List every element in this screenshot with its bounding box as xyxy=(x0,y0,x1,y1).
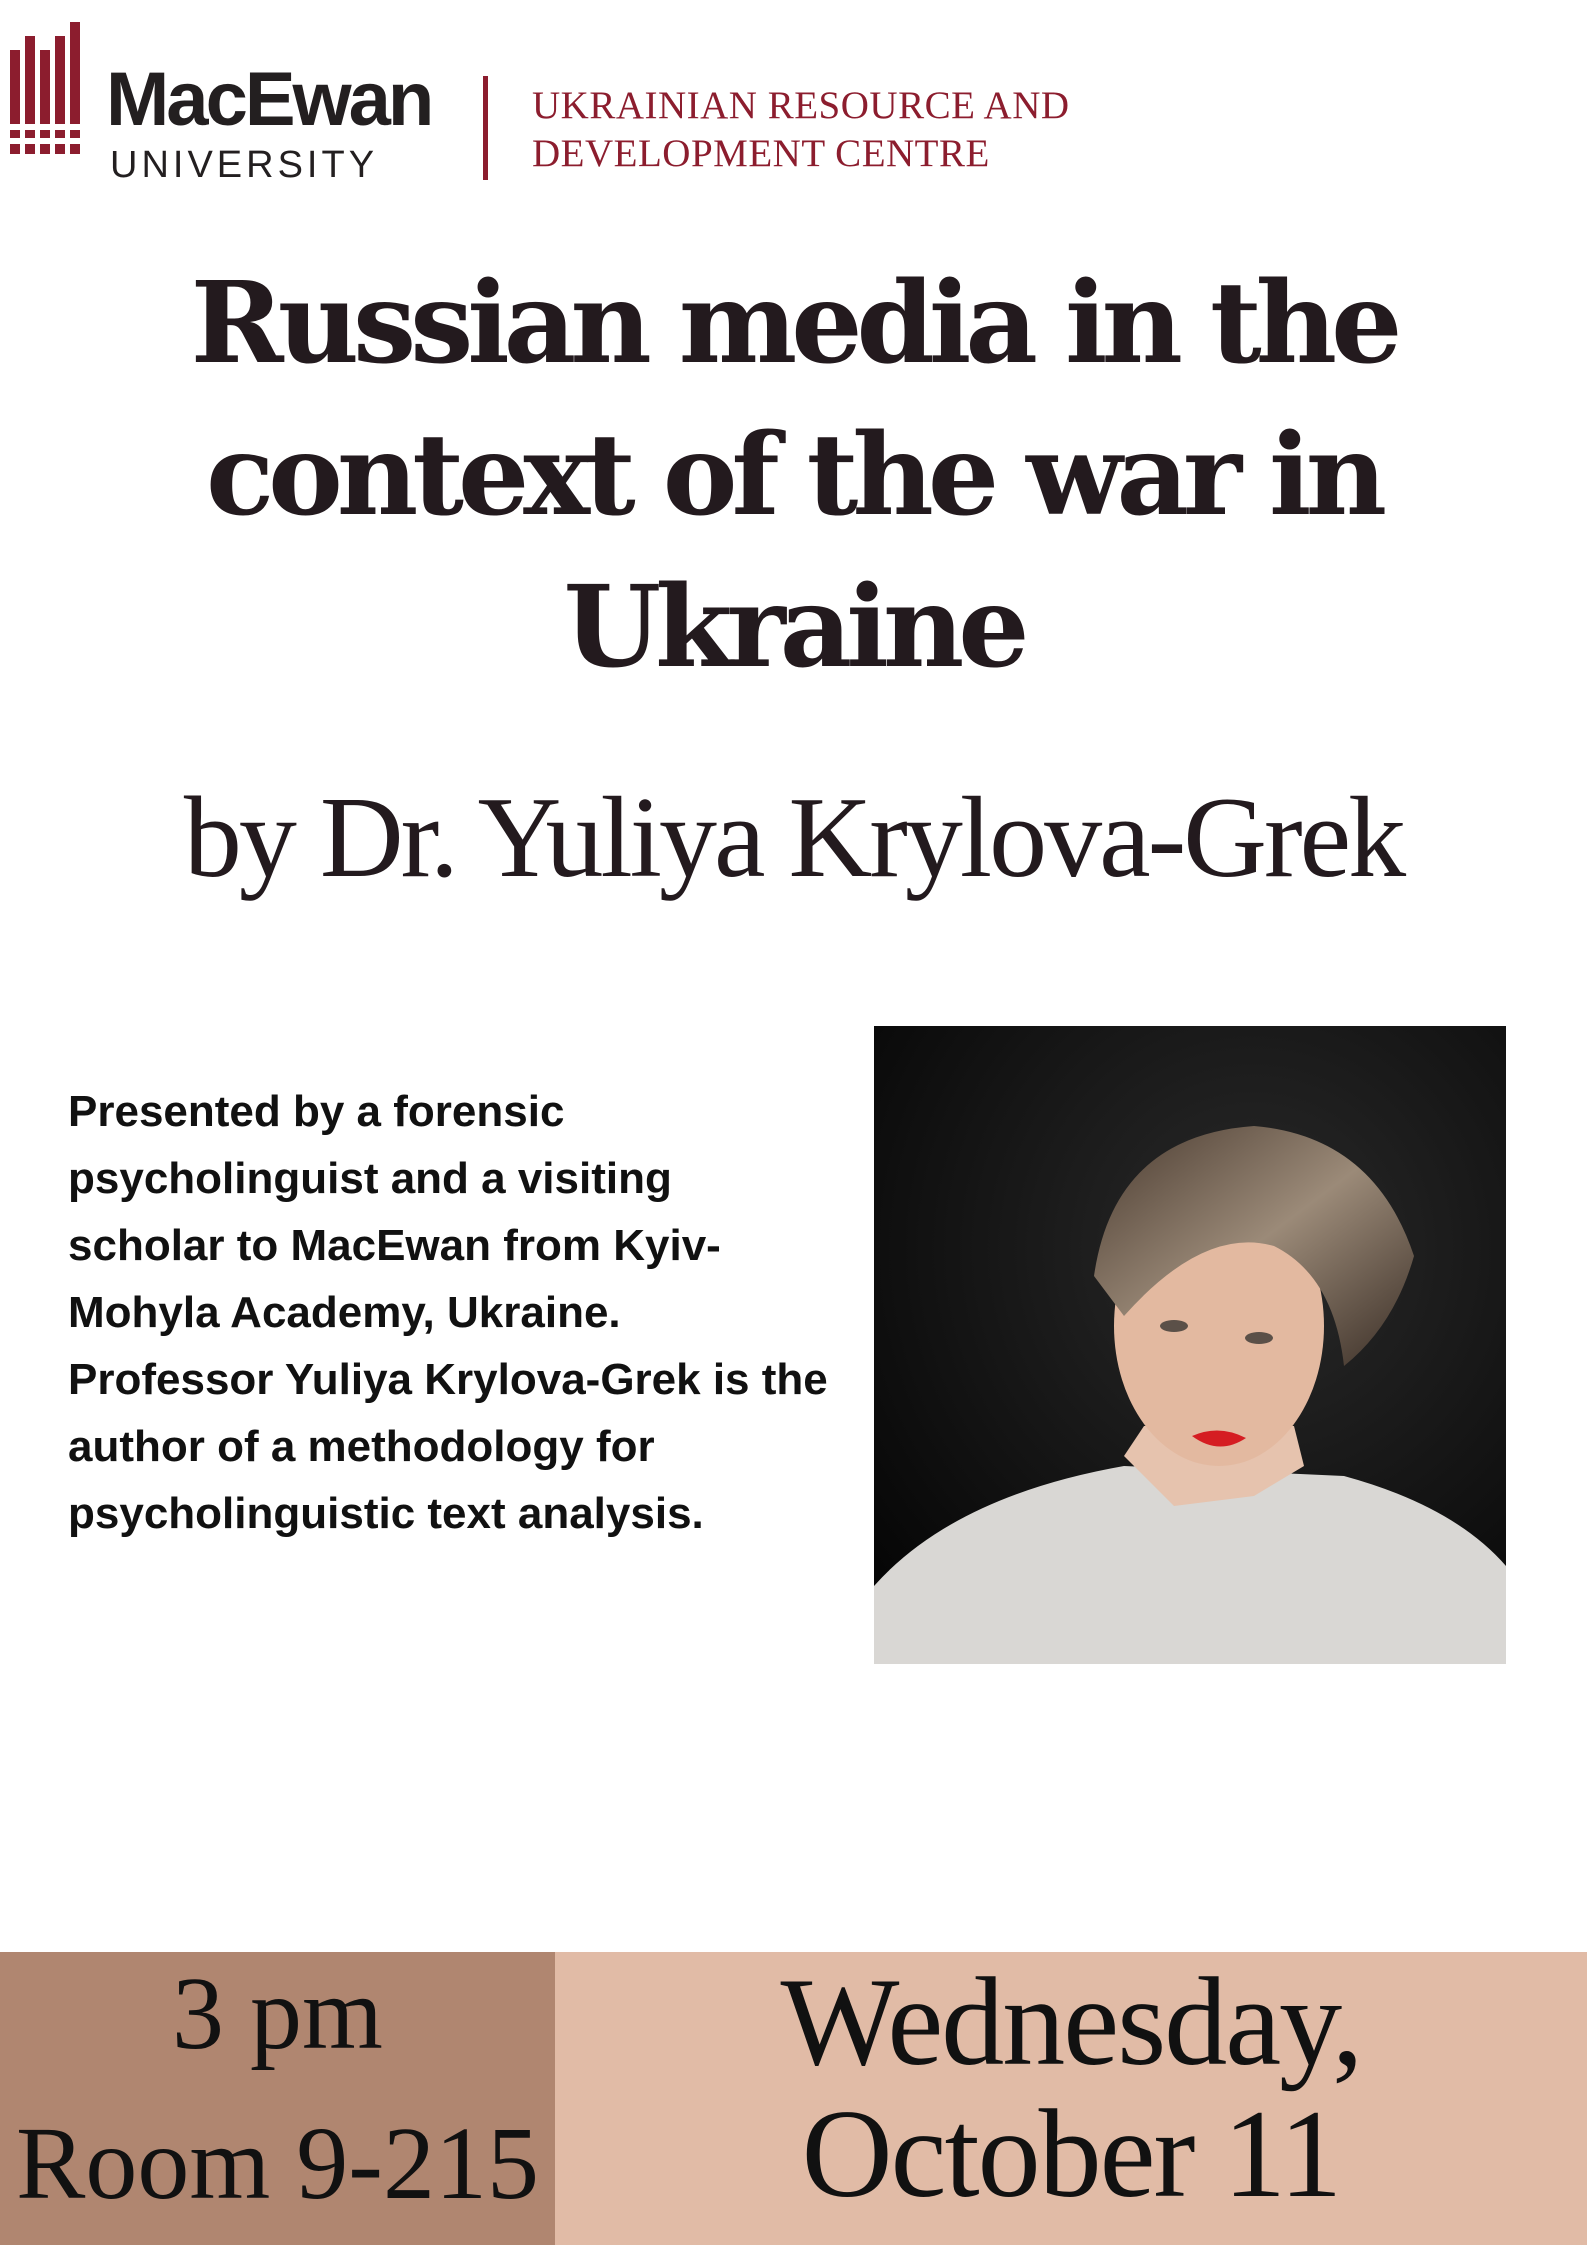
header-divider xyxy=(483,76,488,180)
event-room: Room 9-215 xyxy=(16,2106,539,2221)
speaker-bio: Presented by a forensic psycholinguist and a visiting scholar to MacEwan from Kyiv-Mohyla Academy, Ukraine. Professor Yuliya Krylova-Grek is the author of a methodology for psycholinguistic text analysis. xyxy=(68,1087,828,1538)
event-day: Wednesday, xyxy=(780,1953,1362,2092)
university-subtitle: UNIVERSITY xyxy=(110,144,379,186)
centre-name-line1: UKRAINIAN RESOURCE AND xyxy=(532,84,1070,127)
event-time: 3 pm xyxy=(172,1956,383,2071)
speaker-name: by Dr. Yuliya Krylova-Grek xyxy=(183,774,1404,902)
centre-name-line2: DEVELOPMENT CENTRE xyxy=(532,132,990,175)
event-title-line2: context of the war in xyxy=(205,410,1382,541)
event-title-line3: Ukraine xyxy=(563,562,1024,693)
centre-name xyxy=(532,82,1070,178)
speaker-photo xyxy=(874,1026,1506,1664)
macewan-logo-mark xyxy=(10,22,92,154)
university-wordmark: MacEwan xyxy=(106,57,432,142)
event-date: October 11 xyxy=(801,2085,1341,2224)
event-title xyxy=(60,248,1527,704)
event-title-line1: Russian media in the xyxy=(190,258,1397,389)
